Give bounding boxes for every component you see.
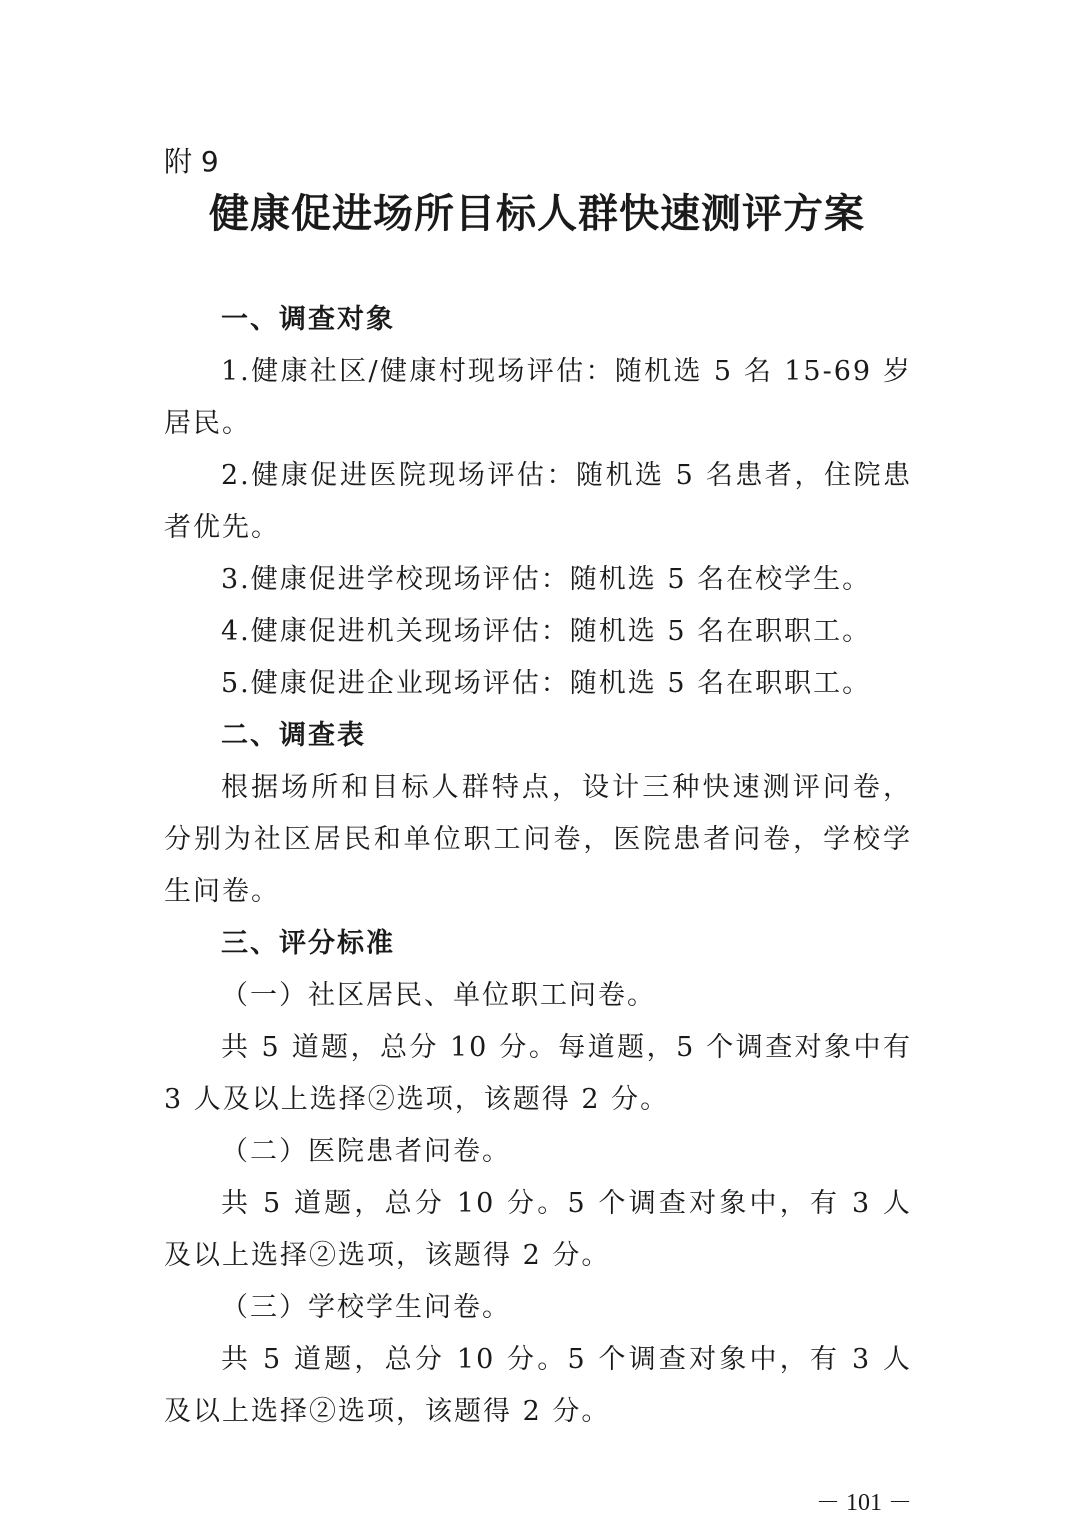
paragraph: （三）学校学生问卷。 [221,1292,511,1323]
paragraph: （一）社区居民、单位职工问卷。 [221,980,656,1011]
paragraph: （二）医院患者问卷。 [221,1136,511,1167]
paragraph: 2.健康促进医院现场评估：随机选 5 名患者，住院患者优先。 [164,460,912,543]
document-title: 健康促进场所目标人群快速测评方案 [209,190,865,237]
paragraph: 5.健康促进企业现场评估：随机选 5 名在职职工。 [221,668,872,699]
paragraph: 1.健康社区/健康村现场评估：随机选 5 名 15-69 岁居民。 [164,356,912,439]
page-number: － 101 － [816,1490,912,1516]
paragraph: 4.健康促进机关现场评估：随机选 5 名在职职工。 [221,616,872,647]
section-heading-survey-subjects: 一、调查对象 [221,304,395,335]
paragraph: 共 5 道题，总分 10 分。5 个调查对象中，有 3 人及以上选择②选项，该题得 2 分。 [164,1188,912,1271]
paragraph: 共 5 道题，总分 10 分。每道题，5 个调查对象中有 3 人及以上选择②选项，该题得 2 分。 [164,1032,912,1115]
attachment-label: 附 9 [164,145,219,178]
paragraph: 根据场所和目标人群特点，设计三种快速测评问卷，分别为社区居民和单位职工问卷，医院患者问卷，学校学生问卷。 [164,772,912,907]
paragraph: 3.健康促进学校现场评估：随机选 5 名在校学生。 [221,564,872,595]
section-heading-survey-form: 二、调查表 [221,720,366,751]
document-body [164,294,912,1438]
paragraph: 共 5 道题，总分 10 分。5 个调查对象中，有 3 人及以上选择②选项，该题得 2 分。 [164,1344,912,1427]
section-heading-scoring-criteria: 三、评分标准 [221,928,395,959]
